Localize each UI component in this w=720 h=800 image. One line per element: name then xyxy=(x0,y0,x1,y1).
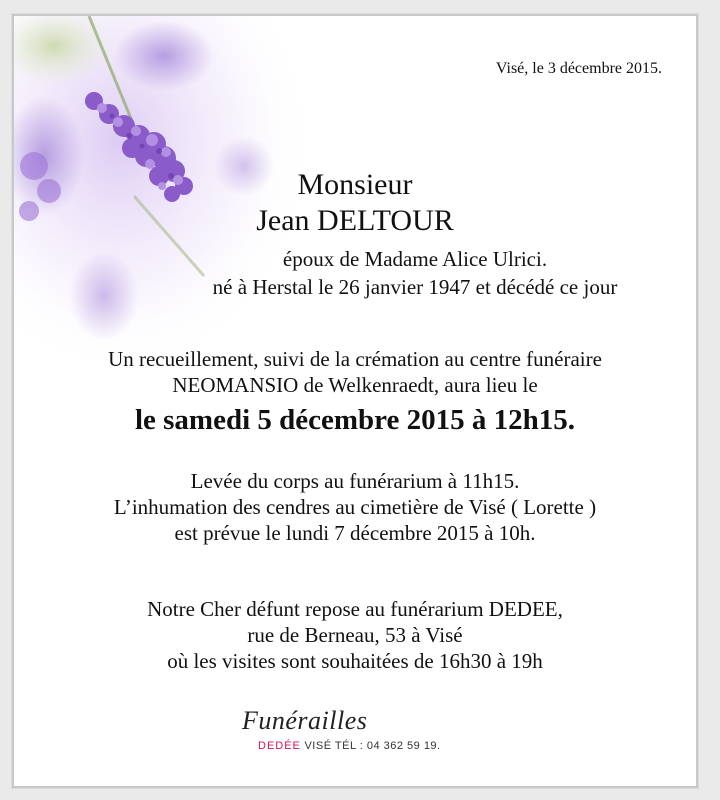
honorific-title: Monsieur xyxy=(297,168,413,201)
funeral-home-brand: DEDÉE xyxy=(258,740,301,752)
obituary-card xyxy=(12,14,698,788)
ceremony-line: Un recueillement, suivi de la crémation au centre funéraire xyxy=(108,347,602,371)
funeral-home-logo-script: Funérailles xyxy=(242,706,368,735)
visit-line: où les visites sont souhaitées de 16h30 à 19h xyxy=(167,649,543,673)
details-line: Levée du corps au funérarium à 11h15. xyxy=(190,469,520,493)
details-line: est prévue le lundi 7 décembre 2015 à 10h. xyxy=(174,521,536,545)
details-paragraph xyxy=(14,468,696,546)
ceremony-line: NEOMANSIO de Welkenraedt, aura lieu le xyxy=(172,373,538,397)
ceremony-paragraph xyxy=(14,346,696,398)
birth-death-line: né à Herstal le 26 janvier 1947 et décédé ce jour xyxy=(212,275,618,299)
visit-line: Notre Cher défunt repose au funérarium DEDEE, xyxy=(147,597,563,621)
visit-line: rue de Berneau, 53 à Visé xyxy=(247,623,463,647)
funeral-home-contact xyxy=(258,740,441,752)
date-line: Visé, le 3 décembre 2015. xyxy=(495,60,662,77)
spouse-line: époux de Madame Alice Ulrici. xyxy=(282,247,548,271)
details-line: L’inhumation des cendres au cimetière de Visé ( Lorette ) xyxy=(113,495,597,519)
visit-paragraph xyxy=(14,596,696,674)
funeral-home-phone: VISÉ TÉL : 04 362 59 19. xyxy=(304,740,441,752)
ceremony-date: le samedi 5 décembre 2015 à 12h15. xyxy=(134,404,576,436)
deceased-name: Jean DELTOUR xyxy=(256,204,454,237)
